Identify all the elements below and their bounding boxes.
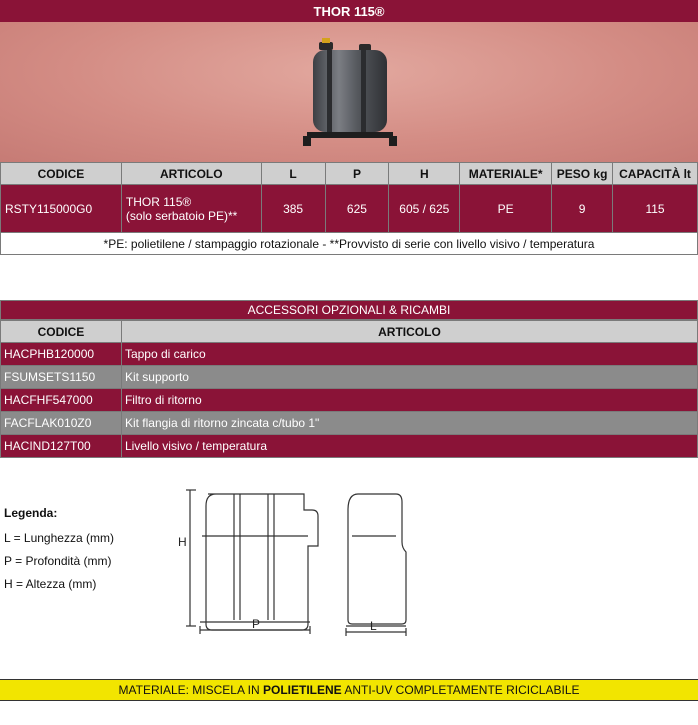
acc-codice: HACFHF547000 <box>1 389 122 412</box>
table-row <box>1 389 698 412</box>
cell-peso: 9 <box>552 185 613 233</box>
acc-codice: FSUMSETS1150 <box>1 366 122 389</box>
col-header-articolo: ARTICOLO <box>121 163 261 185</box>
cell-codice: RSTY115000G0 <box>1 185 122 233</box>
footer-prefix: MATERIALE: MISCELA IN <box>118 683 263 697</box>
table-row <box>1 435 698 458</box>
col-header-l: L <box>261 163 325 185</box>
cell-h: 605 / 625 <box>389 185 460 233</box>
legend-item-p: P = Profondità (mm) <box>4 554 112 568</box>
accessories-header <box>1 321 698 343</box>
legend-title: Legenda: <box>4 506 58 520</box>
product-table-header <box>1 163 698 185</box>
legend <box>4 502 114 596</box>
legend-item-l: L = Lunghezza (mm) <box>4 531 114 545</box>
acc-col-articolo: ARTICOLO <box>121 321 697 343</box>
footer-suffix: ANTI-UV COMPLETAMENTE RICICLABILE <box>341 683 580 697</box>
articolo-line2: (solo serbatoio PE)** <box>125 208 238 223</box>
legend-item-h: H = Altezza (mm) <box>4 577 97 591</box>
product-title-bar <box>0 0 698 22</box>
acc-codice: HACPHB120000 <box>1 343 122 366</box>
table-note-row <box>1 233 698 255</box>
col-header-codice: CODICE <box>1 163 122 185</box>
accessories-title-text: ACCESSORI OPZIONALI & RICAMBI <box>247 303 451 317</box>
cell-p: 625 <box>325 185 389 233</box>
acc-articolo: Filtro di ritorno <box>121 389 697 412</box>
table-note: *PE: polietilene / stampaggio rotazionale - **Provvisto di serie con livello visivo / temperatura <box>1 233 698 255</box>
cell-materiale: PE <box>460 185 552 233</box>
table-row <box>1 343 698 366</box>
dim-label-l: L <box>370 619 377 633</box>
col-header-peso: PESO kg <box>552 163 613 185</box>
articolo-line1: THOR 115® <box>125 194 192 209</box>
col-header-p: P <box>325 163 389 185</box>
accessories-title <box>0 300 698 320</box>
product-photo-area <box>0 22 698 162</box>
product-title: THOR 115® <box>313 3 385 19</box>
acc-codice: HACIND127T00 <box>1 435 122 458</box>
acc-col-codice: CODICE <box>1 321 122 343</box>
table-row <box>1 185 698 233</box>
material-footer <box>0 679 698 701</box>
cell-articolo <box>121 185 261 233</box>
acc-articolo: Kit flangia di ritorno zincata c/tubo 1" <box>121 412 697 435</box>
dim-label-p: P <box>252 617 261 631</box>
table-row <box>1 412 698 435</box>
footer-bold: POLIETILENE <box>262 683 342 697</box>
tank-photo <box>289 32 409 152</box>
product-table <box>0 162 698 255</box>
accessories-table <box>0 320 698 458</box>
col-header-capacita: CAPACITÀ lt <box>613 163 698 185</box>
dim-label-h: H <box>178 535 187 549</box>
table-row <box>1 366 698 389</box>
acc-articolo: Livello visivo / temperatura <box>121 435 697 458</box>
technical-drawings <box>160 480 440 640</box>
cell-l: 385 <box>261 185 325 233</box>
cell-capacita: 115 <box>613 185 698 233</box>
col-header-materiale: MATERIALE* <box>460 163 552 185</box>
acc-articolo: Tappo di carico <box>121 343 697 366</box>
col-header-h: H <box>389 163 460 185</box>
acc-codice: FACFLAK010Z0 <box>1 412 122 435</box>
acc-articolo: Kit supporto <box>121 366 697 389</box>
